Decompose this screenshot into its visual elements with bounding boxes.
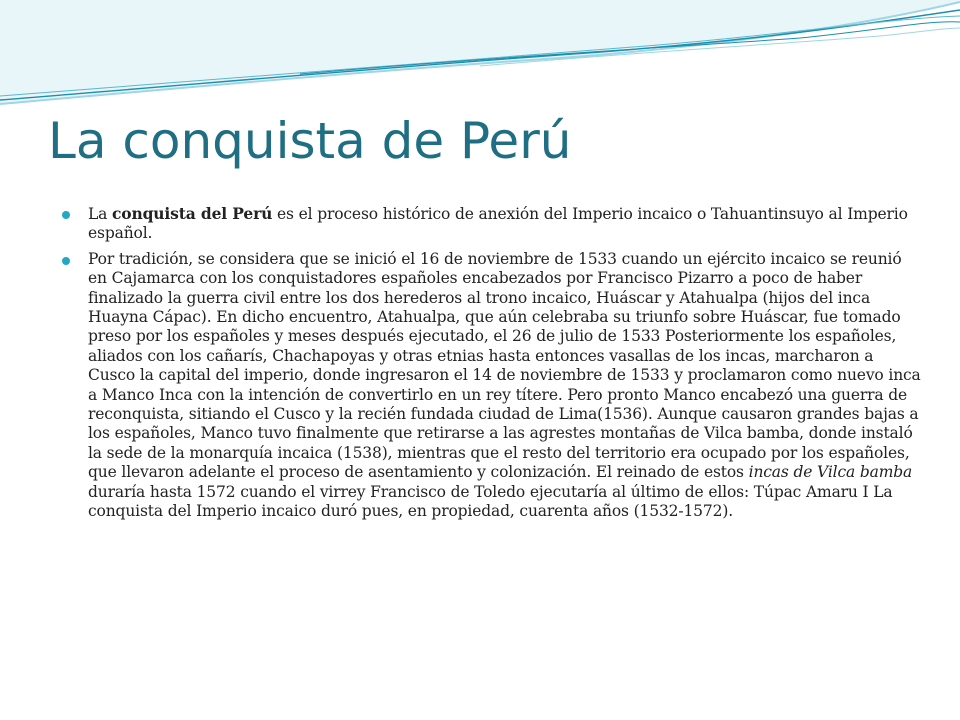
bullet-text-pre: Por tradición, se considera que se inició el 16 de noviembre de 1533 cuando un ejército incaico se reunió en Cajamarca con los conquistadores españoles encabezados por Francisco Pizarro a poco de haber finalizado la guerra civil entre los dos herederos al trono incaico, Huáscar y Atahualpa (hijos del inca Huayna Cápac). En dicho encuentro, Atahualpa, que aún celebraba su triunfo sobre Huáscar, fue tomado preso por los españoles y meses después ejecutado, el 26 de julio de 1533 Posteriormente los españoles, aliados con los cañarís, Chachapoyas y otras etnias hasta entonces vasallas de los incas, marcharon a Cusco la capital del imperio, donde ingresaron el 14 de noviembre de 1533 y proclamaron como nuevo inca a Manco Inca con la intención de convertirlo en un rey títere. Pero pronto Manco encabezó una guerra de reconquista, sitiando el Cusco y la recién fundada ciudad de Lima(1536). Aunque causaron grandes bajas a los españoles, Manco tuvo finalmente que retirarse a las agrestes montañas de Vilca bamba, donde instaló la sede de la monarquía incaica (1538), mientras que el resto del territorio era ocupado por los españoles, que llevaron adelante el proceso de asentamiento y colonización. El reinado de estos <box>88 249 921 482</box>
slide-title: La conquista de Perú <box>48 112 572 170</box>
bullet-icon <box>62 257 70 265</box>
bullet-text-bold: conquista del Perú <box>112 204 273 223</box>
bullet-text-pre: La <box>88 205 113 223</box>
bullet-list <box>62 204 922 528</box>
decorative-wave-header <box>0 0 960 120</box>
bullet-item-definition <box>62 204 922 244</box>
bullet-item-history <box>62 250 922 522</box>
bullet-text-italic: incas de Vilca bamba <box>748 463 913 482</box>
bullet-text-post: duraría hasta 1572 cuando el virrey Francisco de Toledo ejecutaría al último de ellos: Túpac Amaru I La conquista del Imperio incaico duró pues, en propiedad, cuarenta años (1532-1572). <box>88 482 893 521</box>
bullet-text-post: es el proceso histórico de anexión del Imperio incaico o Tahuantinsuyo al Imperio español. <box>88 205 908 243</box>
bullet-icon <box>62 211 70 219</box>
